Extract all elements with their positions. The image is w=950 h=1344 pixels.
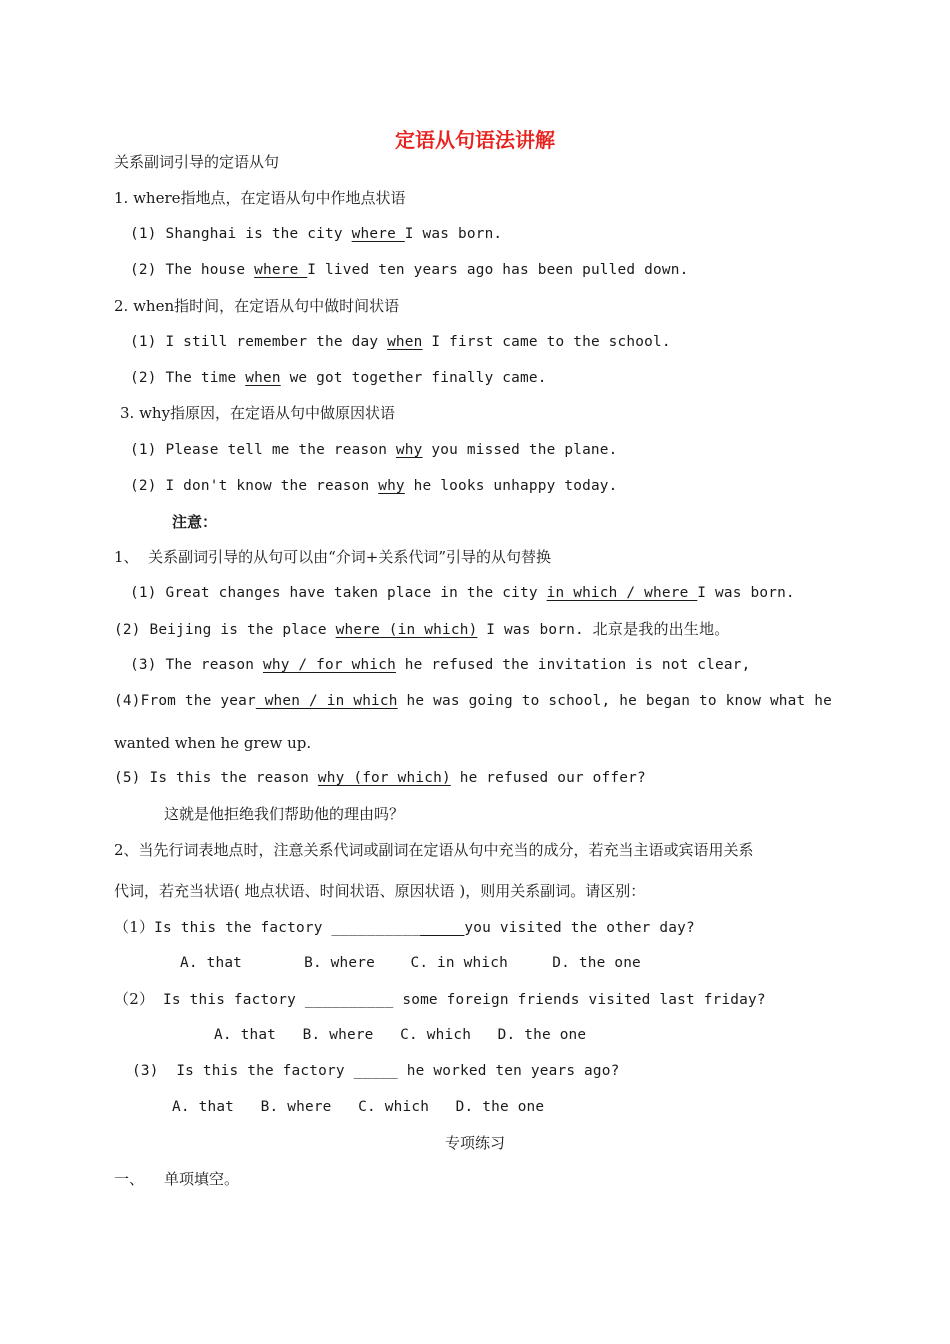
note-point-2-line-2: 代词，若充当状语( 地点状语、时间状语、原因状语 )，则用关系副词。请区别： [114,882,646,900]
question-2: （2） Is this factory __________ some foreign friends visited last friday? [114,990,766,1008]
section-why-heading: 3. why指原因，在定语从句中做原因状语 [120,404,396,422]
note-point-2-line-1: 2、当先行词表地点时，注意关系代词或副词在定语从句中充当的成分，若充当主语或宾语用关系 [114,841,754,859]
note-example-4-continued: wanted when he grew up. [114,734,312,752]
question-2-options: A. that B. where C. which D. the one [214,1027,587,1043]
note-example-5-translation: 这就是他拒绝我们帮助他的理由吗？ [164,805,405,823]
note-example-3: (3) The reason why / for which he refused the invitation is not clear, [130,657,751,673]
section-when-heading: 2. when指时间，在定语从句中做时间状语 [114,297,400,315]
note-example-1: (1) Great changes have taken place in the city in which / where I was born. [130,585,795,601]
example-where-2: (2) The house where I lived ten years ago has been pulled down. [130,262,689,278]
section-where-heading: 1. where指地点，在定语从句中作地点状语 [114,189,406,207]
example-where-1: (1) Shanghai is the city where I was born. [130,226,503,242]
question-3: (3) Is this the factory _____ he worked ten years ago? [132,1063,620,1079]
note-example-4: (4)From the year when / in which he was going to school, he began to know what he [114,693,832,709]
note-example-5: (5) Is this the reason why (for which) he refused our offer? [114,770,646,786]
note-point-1: 1、 关系副词引导的从句可以由“介词+关系代词”引导的从句替换 [114,548,551,566]
page-title: 定语从句语法讲解 [395,128,555,152]
example-why-1: (1) Please tell me the reason why you missed the plane. [130,442,618,458]
note-label: 注意： [172,513,218,531]
practice-heading: 专项练习 [444,1134,505,1152]
intro-heading: 关系副词引导的定语从句 [114,153,280,171]
note-example-2: (2) Beijing is the place where (in which) I was born. 北京是我的出生地。 [114,620,730,638]
example-when-2: (2) The time when we got together finally came. [130,370,547,386]
part-1-label: 单项填空。 [164,1170,240,1188]
question-1: （1）Is this the factory _______________you visited the other day? [114,918,695,936]
example-when-1: (1) I still remember the day when I first came to the school. [130,334,671,350]
example-why-2: (2) I don't know the reason why he looks unhappy today. [130,478,618,494]
question-1-options: A. that B. where C. in which D. the one [180,955,641,971]
part-1-number: 一、 [114,1170,145,1188]
question-3-options: A. that B. where C. which D. the one [172,1099,545,1115]
